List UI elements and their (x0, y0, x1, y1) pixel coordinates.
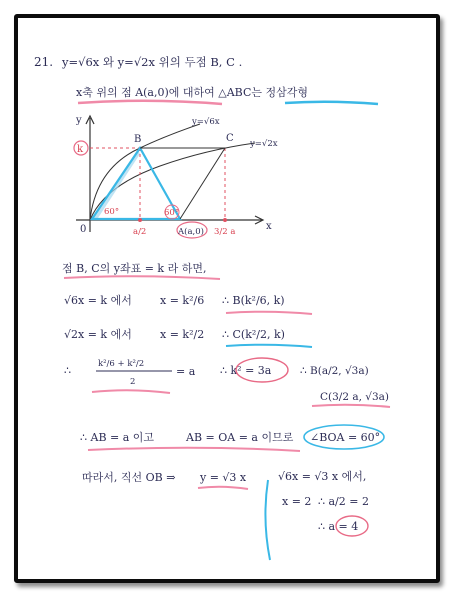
problem-statement-line1: y=√6x 와 y=√2x 위의 두점 B, C . (62, 55, 243, 69)
l4-result: ∴ k² = 3a (220, 364, 272, 377)
origin-label: 0 (80, 224, 87, 235)
l3-left: √2x = k 에서 (64, 328, 132, 341)
l4-numerator: k²/6 + k²/2 (98, 359, 145, 369)
problem-statement-line2: x축 위의 점 A(a,0)에 대하여 △ABC는 정삼각형 (76, 86, 309, 99)
x-axis-label: x (266, 221, 272, 232)
k-label: k (77, 144, 84, 155)
pink-underline (64, 276, 220, 279)
angle-60-a: 60° (164, 208, 180, 218)
y-axis-label: y (76, 115, 82, 126)
pink-underline (198, 487, 248, 489)
l8-answer: ∴ a = 4 (318, 520, 359, 533)
solution-line1: 점 B, C의 y좌표 = k 라 하면, (62, 262, 207, 275)
tick-3a-half: 3/2 a (214, 227, 236, 237)
l7-left: x = 2 (282, 495, 312, 508)
curve1-label: y=√6x (192, 117, 220, 127)
l6-left: 따라서, 직선 OB ⇒ (82, 471, 176, 484)
l2-left: √6x = k 에서 (64, 294, 132, 307)
l4-therefore: ∴ (64, 364, 71, 377)
l3-right: ∴ C(k²/2, k) (222, 328, 285, 341)
l2-right: ∴ B(k²/6, k) (222, 294, 285, 307)
blue-bracket (265, 480, 270, 560)
l4-denominator: 2 (130, 377, 136, 387)
pink-underline (312, 405, 390, 407)
pink-underline (92, 390, 170, 393)
tick-point-a-half (138, 218, 142, 222)
l4-c: C(3/2 a, √3a) (320, 391, 390, 403)
blue-underline (226, 345, 312, 347)
tick-point-3a-half (223, 218, 227, 222)
problem-number: 21. (34, 55, 54, 69)
angle-60-origin: 60° (104, 207, 120, 217)
tick-a-half: a/2 (133, 227, 147, 237)
pink-underline (78, 101, 222, 104)
l4-eq: = a (176, 365, 196, 378)
l2-mid: x = k²/6 (160, 294, 205, 307)
point-c-label: C (226, 133, 234, 144)
l6-line: y = √3 x (200, 471, 247, 484)
point-a-label: A(a,0) (178, 227, 204, 237)
curve2-label: y=√2x (250, 139, 278, 149)
l5-left: ∴ AB = a 이고 (80, 431, 155, 444)
l4-b: ∴ B(a/2, √3a) (300, 365, 369, 377)
l6-right: √6x = √3 x 에서, (278, 470, 367, 483)
l3-mid: x = k²/2 (160, 328, 205, 341)
l5-right: ∠BOA = 60° (310, 431, 381, 444)
pink-underline (226, 312, 312, 314)
pink-underline (88, 448, 300, 451)
l7-right: ∴ a/2 = 2 (318, 495, 369, 508)
l5-mid: AB = OA = a 이므로 (186, 431, 294, 444)
point-b-label: B (134, 134, 142, 145)
blue-underline (285, 102, 378, 104)
graph (74, 115, 278, 238)
